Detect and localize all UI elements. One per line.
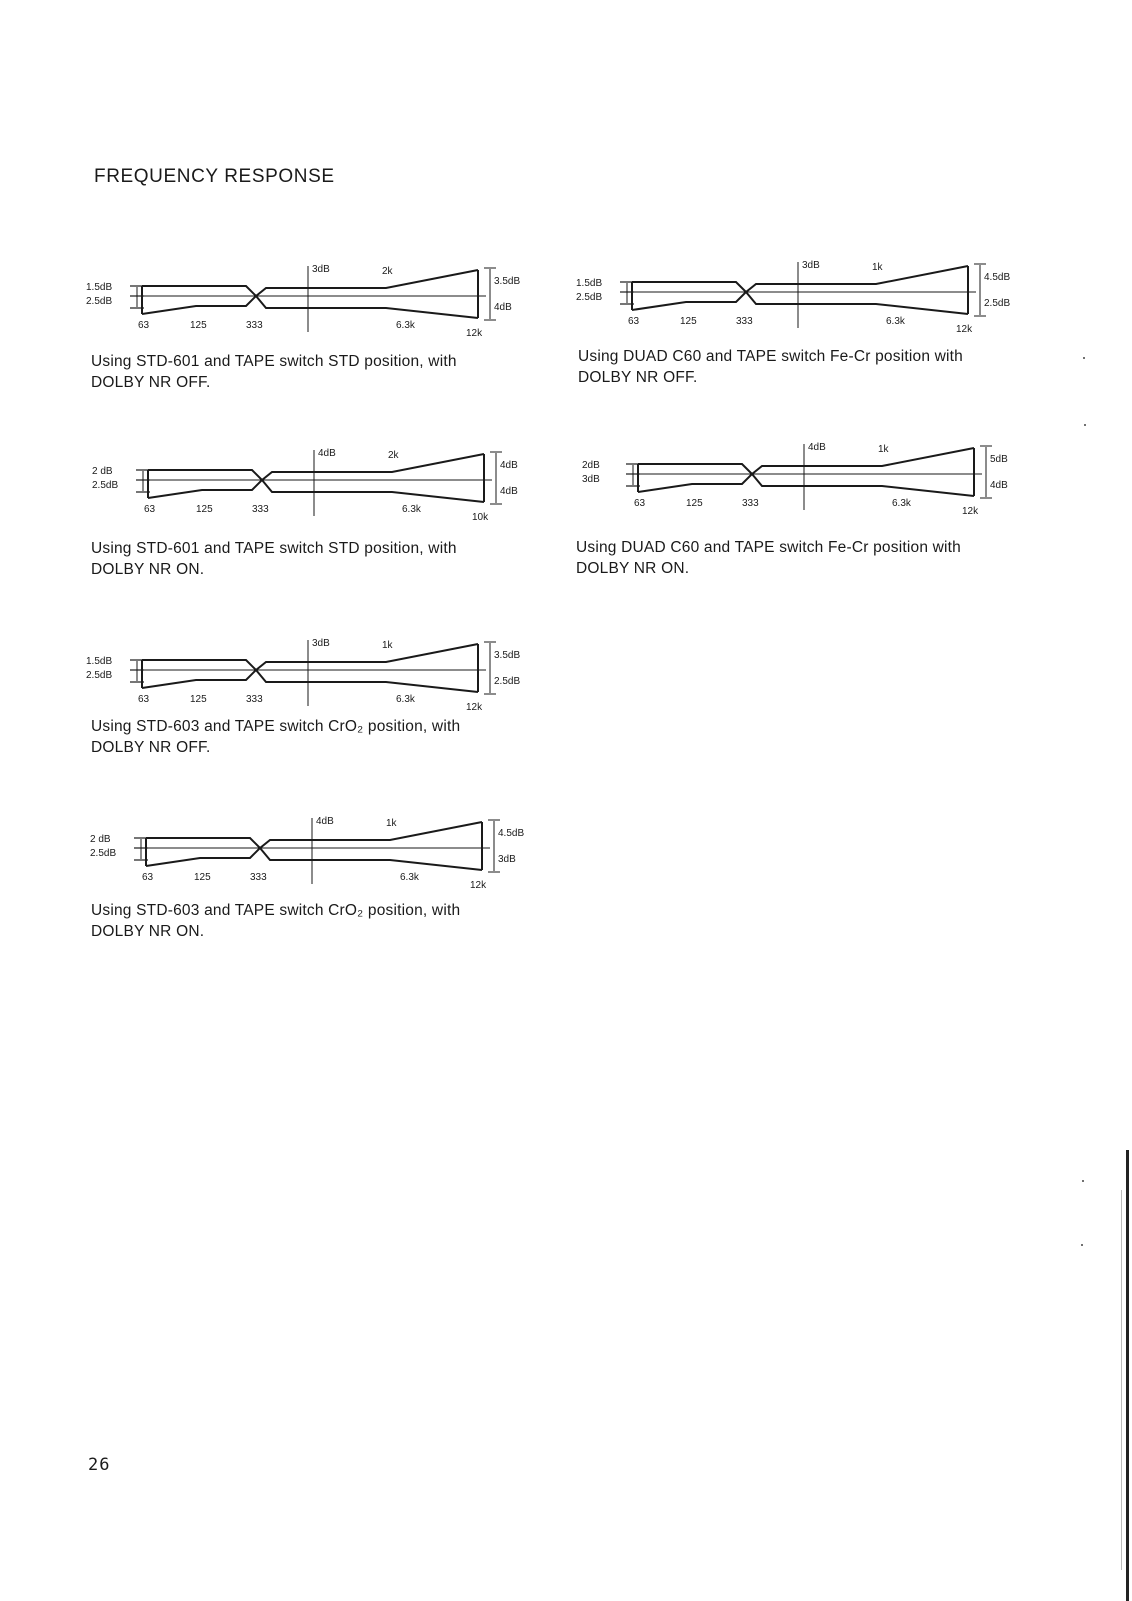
freq-tick-label: 125 xyxy=(190,694,207,705)
upper-freq-label: 1k xyxy=(878,444,889,455)
db-label-bottom: 2.5dB xyxy=(576,292,603,303)
response-envelope-svg xyxy=(92,446,542,526)
right-db-label-top: 4.5dB xyxy=(498,828,525,839)
caption-line: DOLBY NR ON. xyxy=(576,560,690,577)
freq-tick-label: 125 xyxy=(194,872,211,883)
frequency-response-diagram xyxy=(86,636,536,716)
page-title: FREQUENCY RESPONSE xyxy=(94,166,335,187)
caption-line: Using DUAD C60 and TAPE switch Fe-Cr position with xyxy=(576,539,962,556)
end-freq-label: 12k xyxy=(962,506,979,517)
frequency-response-diagram xyxy=(576,258,1026,338)
caption-line: DOLBY NR OFF. xyxy=(91,739,211,756)
freq-tick-label: 63 xyxy=(138,320,150,331)
upper-freq-label: 1k xyxy=(872,262,883,273)
caption-line: DOLBY NR ON. xyxy=(91,923,205,940)
response-envelope-svg xyxy=(86,262,536,342)
db-label-top: 2dB xyxy=(582,460,600,471)
frequency-response-diagram xyxy=(86,262,536,342)
right-db-label-bottom: 3dB xyxy=(498,854,516,865)
envelope-line xyxy=(146,848,482,870)
envelope-line xyxy=(142,644,478,670)
upper-freq-label: 1k xyxy=(382,640,393,651)
caption xyxy=(578,346,1028,388)
right-db-label-top: 3.5dB xyxy=(494,650,521,661)
envelope-line xyxy=(632,266,968,292)
freq-tick-label: 63 xyxy=(142,872,154,883)
freq-tick-label: 63 xyxy=(634,498,646,509)
right-db-label-bottom: 2.5dB xyxy=(494,676,521,687)
upper-freq-label: 1k xyxy=(386,818,397,829)
end-freq-label: 12k xyxy=(466,702,483,713)
upper-freq-label: 2k xyxy=(388,450,399,461)
scan-edge-bar xyxy=(1126,1150,1129,1601)
page-number: 26 xyxy=(88,1455,111,1475)
response-envelope-svg xyxy=(582,440,1032,520)
frequency-response-diagram xyxy=(90,814,540,894)
db-label-top: 2 dB xyxy=(92,466,113,477)
caption-line: Using STD-601 and TAPE switch STD position, with xyxy=(91,353,457,370)
end-freq-label: 10k xyxy=(472,512,489,523)
caption-line: DOLBY NR OFF. xyxy=(91,374,211,391)
right-db-label-top: 5dB xyxy=(990,454,1008,465)
center-db-label: 3dB xyxy=(312,264,330,275)
freq-tick-label: 125 xyxy=(190,320,207,331)
scan-speck xyxy=(1083,357,1085,359)
db-label-top: 1.5dB xyxy=(86,656,113,667)
envelope-line xyxy=(142,270,478,296)
envelope-line xyxy=(146,822,482,848)
center-db-label: 4dB xyxy=(318,448,336,459)
freq-tick-label: 125 xyxy=(196,504,213,515)
envelope-line xyxy=(632,292,968,314)
caption-line: DOLBY NR ON. xyxy=(91,561,205,578)
db-label-top: 1.5dB xyxy=(86,282,113,293)
frequency-response-diagram xyxy=(92,446,542,526)
freq-tick-label: 63 xyxy=(138,694,150,705)
right-db-label-top: 4dB xyxy=(500,460,518,471)
caption xyxy=(91,900,541,942)
db-label-bottom: 2.5dB xyxy=(92,480,119,491)
response-envelope-svg xyxy=(576,258,1026,338)
caption-line: Using STD-601 and TAPE switch STD position, with xyxy=(91,540,457,557)
db-label-bottom: 2.5dB xyxy=(90,848,117,859)
envelope-line xyxy=(148,480,484,502)
envelope-line xyxy=(638,448,974,474)
caption-line: Using STD-603 and TAPE switch CrO₂ position, with xyxy=(91,902,461,919)
db-label-bottom: 2.5dB xyxy=(86,670,113,681)
center-db-label: 4dB xyxy=(808,442,826,453)
scan-edge-line xyxy=(1121,1190,1122,1570)
freq-tick-label: 125 xyxy=(686,498,703,509)
envelope-line xyxy=(142,670,478,692)
scan-speck xyxy=(1084,424,1086,426)
frequency-response-diagram xyxy=(582,440,1032,520)
caption-line: Using STD-603 and TAPE switch CrO₂ position, with xyxy=(91,718,461,735)
db-label-bottom: 3dB xyxy=(582,474,600,485)
freq-tick-label: 333 xyxy=(736,316,753,327)
freq-tick-label: 333 xyxy=(246,694,263,705)
lower-freq-label: 6.3k xyxy=(402,504,421,515)
freq-tick-label: 63 xyxy=(144,504,156,515)
db-label-top: 1.5dB xyxy=(576,278,603,289)
freq-tick-label: 333 xyxy=(250,872,267,883)
caption xyxy=(576,537,1026,579)
right-db-label-bottom: 4dB xyxy=(990,480,1008,491)
center-db-label: 4dB xyxy=(316,816,334,827)
response-envelope-svg xyxy=(86,636,536,716)
caption xyxy=(91,716,541,758)
center-db-label: 3dB xyxy=(312,638,330,649)
response-envelope-svg xyxy=(90,814,540,894)
lower-freq-label: 6.3k xyxy=(886,316,905,327)
caption-line: Using DUAD C60 and TAPE switch Fe-Cr position with xyxy=(578,348,964,365)
envelope-line xyxy=(148,454,484,480)
upper-freq-label: 2k xyxy=(382,266,393,277)
right-db-label-top: 4.5dB xyxy=(984,272,1011,283)
envelope-line xyxy=(638,474,974,496)
freq-tick-label: 125 xyxy=(680,316,697,327)
db-label-bottom: 2.5dB xyxy=(86,296,113,307)
end-freq-label: 12k xyxy=(470,880,487,891)
right-db-label-top: 3.5dB xyxy=(494,276,521,287)
caption xyxy=(91,538,541,580)
scan-speck xyxy=(1081,1244,1083,1246)
lower-freq-label: 6.3k xyxy=(396,320,415,331)
freq-tick-label: 333 xyxy=(246,320,263,331)
center-db-label: 3dB xyxy=(802,260,820,271)
caption-line: DOLBY NR OFF. xyxy=(578,369,698,386)
freq-tick-label: 63 xyxy=(628,316,640,327)
end-freq-label: 12k xyxy=(466,328,483,339)
right-db-label-bottom: 2.5dB xyxy=(984,298,1011,309)
right-db-label-bottom: 4dB xyxy=(494,302,512,313)
scan-speck xyxy=(1082,1180,1084,1182)
freq-tick-label: 333 xyxy=(252,504,269,515)
lower-freq-label: 6.3k xyxy=(892,498,911,509)
freq-tick-label: 333 xyxy=(742,498,759,509)
end-freq-label: 12k xyxy=(956,324,973,335)
caption xyxy=(91,351,541,393)
right-db-label-bottom: 4dB xyxy=(500,486,518,497)
db-label-top: 2 dB xyxy=(90,834,111,845)
lower-freq-label: 6.3k xyxy=(396,694,415,705)
envelope-line xyxy=(142,296,478,318)
lower-freq-label: 6.3k xyxy=(400,872,419,883)
